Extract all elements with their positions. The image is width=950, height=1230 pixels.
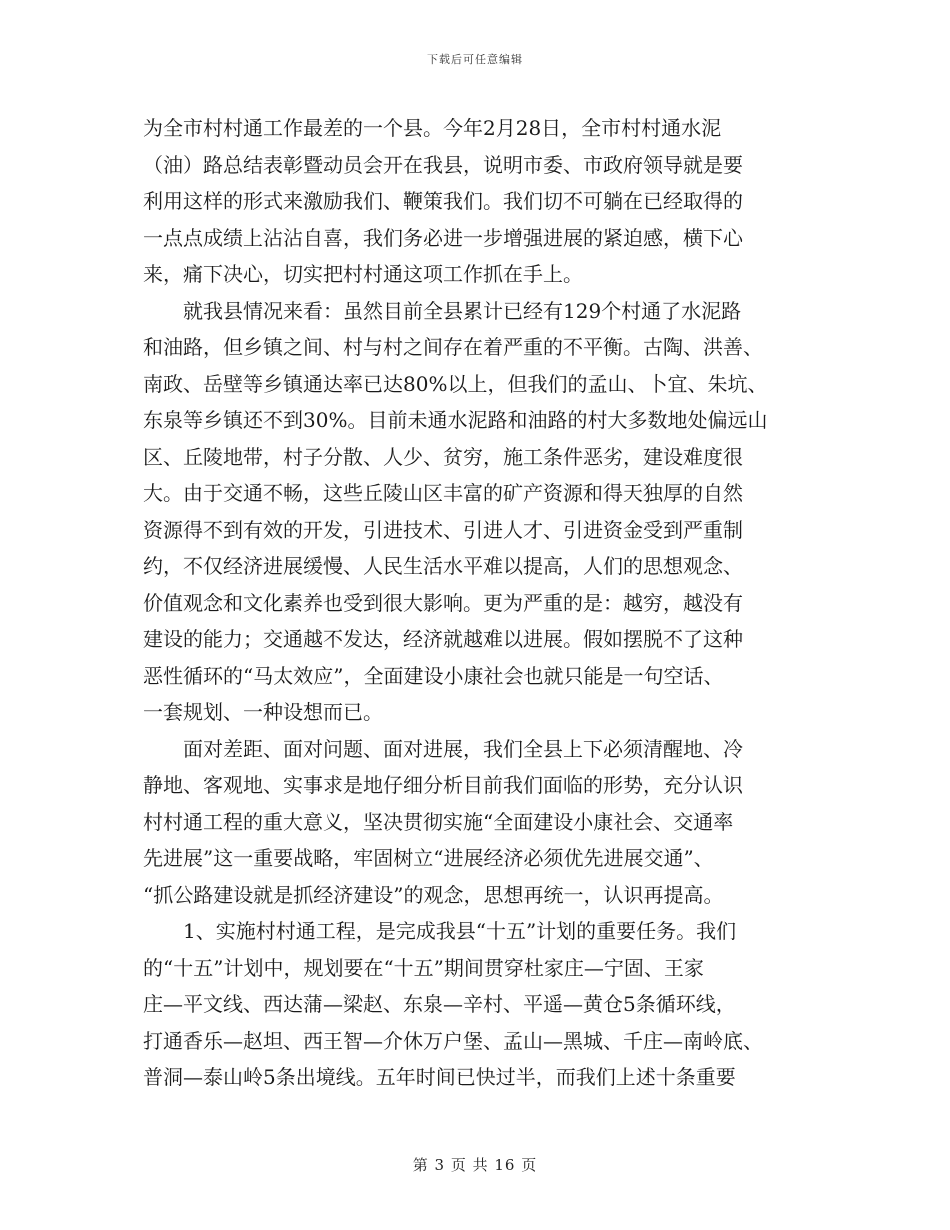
text-line: 的“十五”计划中，规划要在“十五”期间贯穿杜家庄—宁固、王家	[143, 955, 704, 980]
text-line: 价值观念和文化素养也受到很大影响。更为严重的是：越穷，越没有	[143, 590, 743, 615]
text-line: 资源得不到有效的开发，引进技术、引进人才、引进资金受到严重制	[143, 517, 743, 542]
text-line: 约，不仅经济进展缓慢、人民生活水平难以提高，人们的思想观念、	[143, 554, 743, 578]
text-line: 东泉等乡镇还不到30%。目前未通水泥路和油路的村大多数地处偏远山	[143, 408, 768, 432]
text-line: 来，痛下决心，切实把村村通这项工作抓在手上。	[143, 262, 583, 286]
text-line: “抓公路建设就是抓经济建设”的观念，思想再统一，认识再提高。	[143, 882, 724, 907]
text-line: 一套规划、一种设想而已。	[143, 700, 383, 724]
text-line: 恶性循环的“马太效应”，全面建设小康社会也就只能是一句空话、	[143, 663, 724, 688]
text-line: 静地、客观地、实事求是地仔细分析目前我们面临的形势，充分认识	[143, 773, 743, 797]
paragraph-first-line: 面对差距、面对问题、面对进展，我们全县上下必须清醒地、冷	[183, 736, 743, 761]
text-line: 普洞—泰山岭5条出境线。五年时间已快过半，而我们上述十条重要	[143, 1065, 736, 1089]
text-line: （油）路总结表彰暨动员会开在我县，说明市委、市政府领导就是要	[143, 152, 743, 177]
document-body	[143, 110, 807, 1096]
paragraph-first-line: 就我县情况来看：虽然目前全县累计已经有129个村通了水泥路	[183, 298, 742, 323]
text-line: 建设的能力；交通越不发达，经济就越难以进展。假如摆脱不了这种	[143, 627, 743, 651]
text-line: 为全市村村通工作最差的一个县。今年2月28日，全市村村通水泥	[143, 116, 722, 140]
text-line: 利用这样的形式来激励我们、鞭策我们。我们切不可躺在已经取得的	[143, 189, 743, 213]
text-line: 一点点成绩上沾沾自喜，我们务必进一步增强进展的紧迫感，横下心	[143, 225, 743, 250]
paragraph-first-line: 1、实施村村通工程，是完成我县“十五”计划的重要任务。我们	[183, 919, 737, 943]
text-line: 区、丘陵地带，村子分散、人少、贫穷，施工条件恶劣，建设难度很	[143, 444, 743, 469]
text-line: 南政、岳壁等乡镇通达率已达80%以上，但我们的孟山、卜宜、朱坑、	[143, 371, 768, 396]
text-line: 大。由于交通不畅，这些丘陵山区丰富的矿产资源和得天独厚的自然	[143, 481, 743, 505]
text-line: 村村通工程的重大意义，坚决贯彻实施“全面建设小康社会、交通率	[143, 809, 734, 834]
text-line: 庄—平文线、西达蒲—梁赵、东泉—辛村、平遥—黄仓5条循环线，	[143, 992, 736, 1016]
text-line: 和油路，但乡镇之间、村与村之间存在着严重的不平衡。古陶、洪善、	[143, 335, 763, 359]
text-line: 先进展”这一重要战略，牢固树立“进展经济必须优先进展交通”、	[143, 846, 714, 870]
text-line: 打通香乐—赵坦、西王智—介休万户堡、孟山—黑城、千庄—南岭底、	[143, 1028, 763, 1053]
page-header: 下载后可任意编辑	[427, 53, 523, 66]
page-number: 第 3 页 共 16 页	[412, 1156, 538, 1174]
